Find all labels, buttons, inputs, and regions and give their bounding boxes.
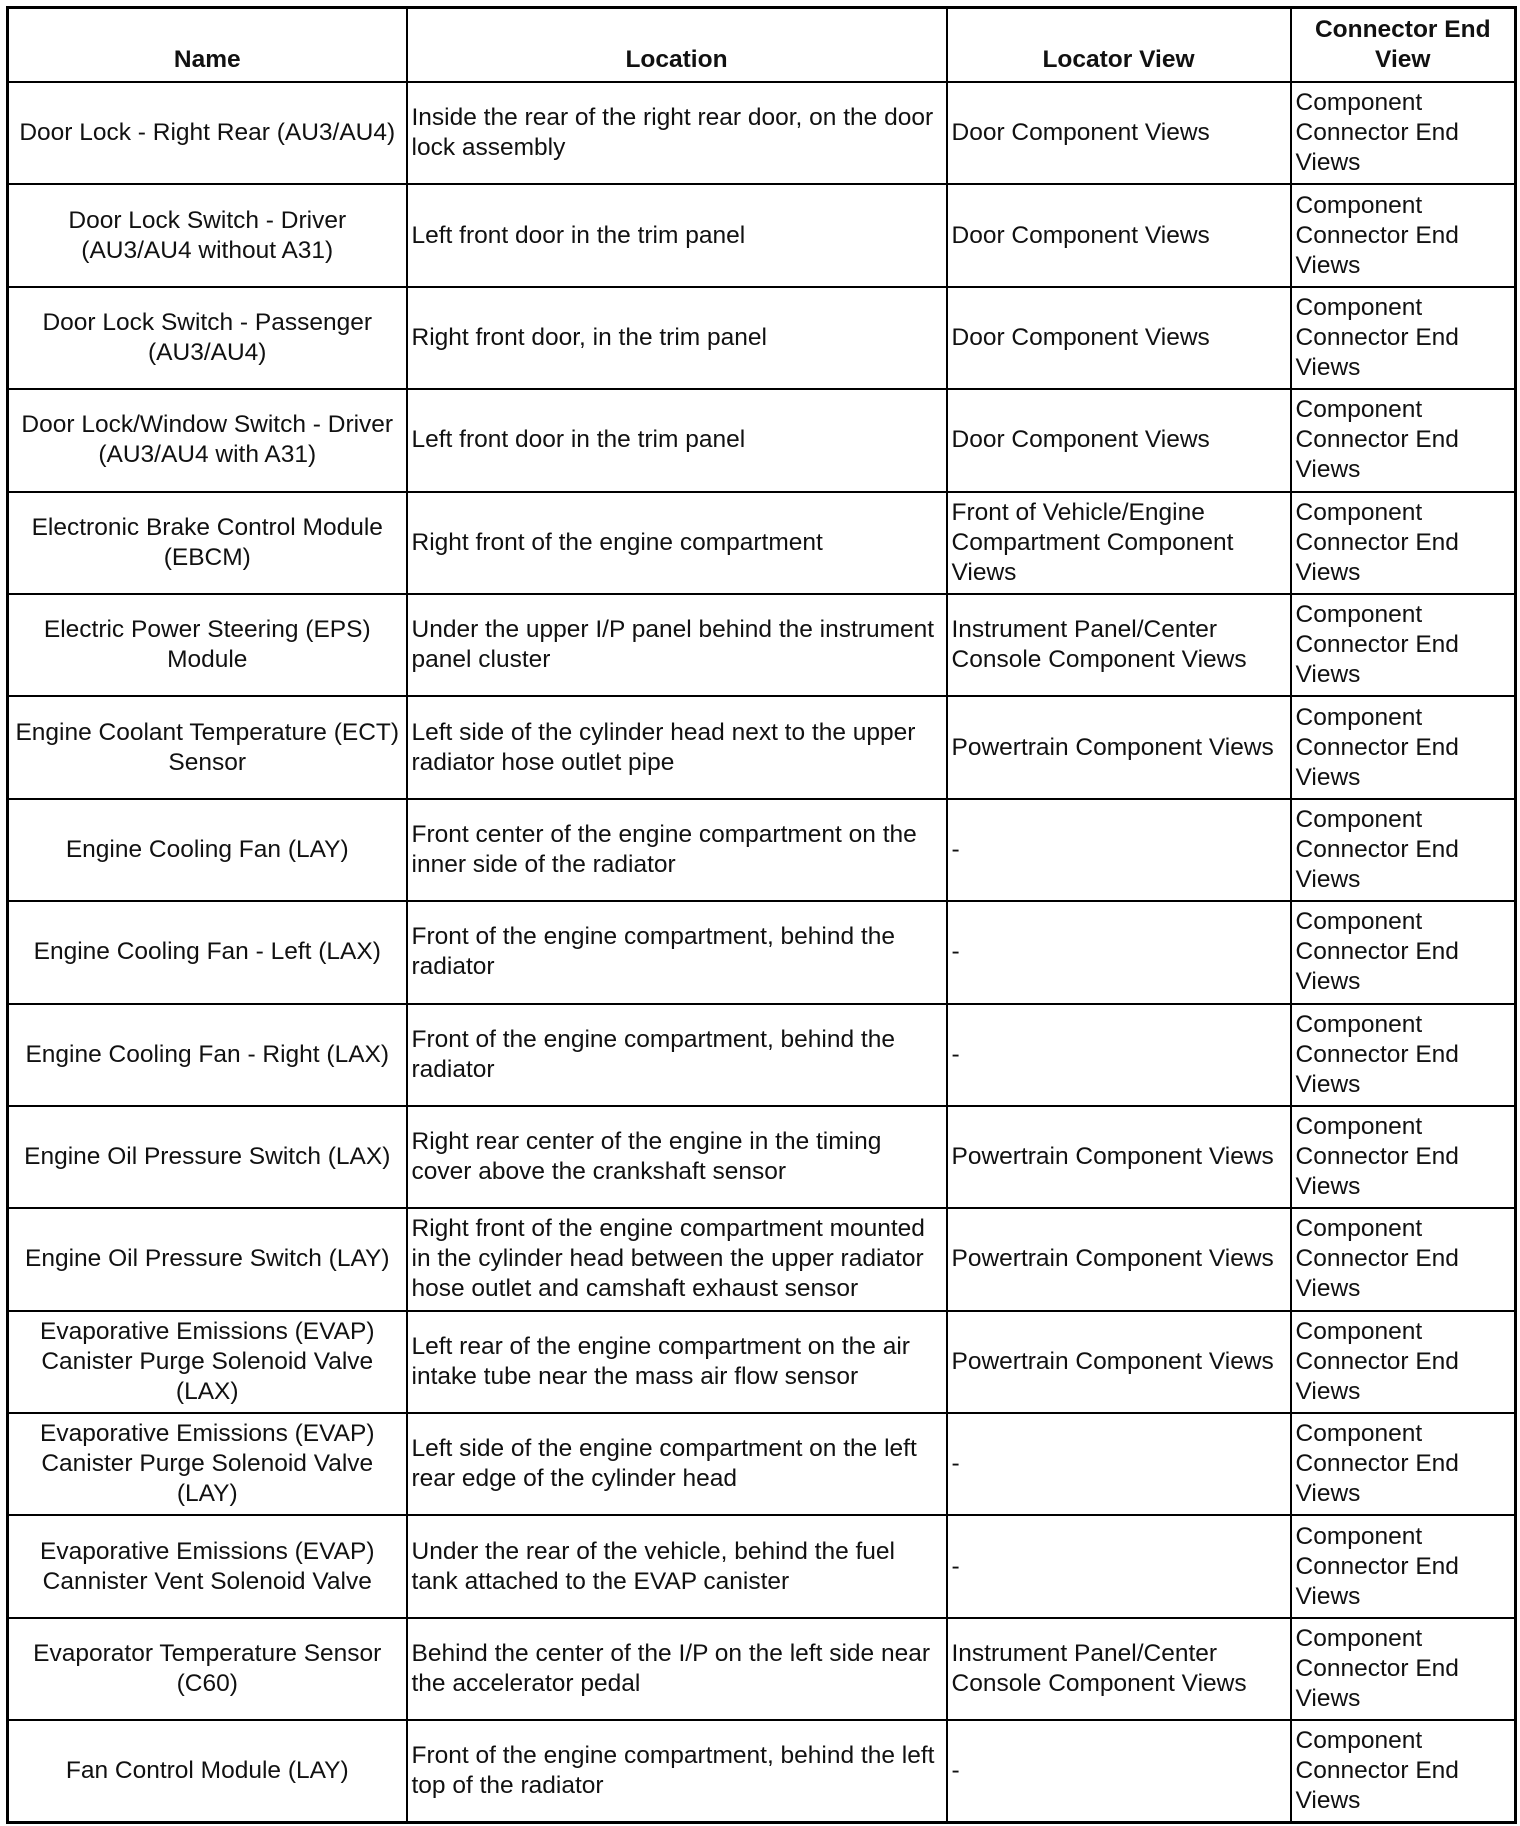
cell-name: Electronic Brake Control Module (EBCM) xyxy=(8,492,407,594)
table-row xyxy=(8,1413,1516,1515)
cell-name: Door Lock Switch - Passenger (AU3/AU4) xyxy=(8,287,407,389)
table-row xyxy=(8,492,1516,594)
cell-connector-end-view: Component Connector End Views xyxy=(1291,184,1516,286)
table-row xyxy=(8,696,1516,798)
cell-location: Behind the center of the I/P on the left side near the accelerator pedal xyxy=(407,1618,947,1720)
cell-connector-end-view: Component Connector End Views xyxy=(1291,696,1516,798)
cell-location: Right rear center of the engine in the timing cover above the crankshaft sensor xyxy=(407,1106,947,1208)
cell-locator-view: - xyxy=(947,799,1291,901)
cell-location: Left front door in the trim panel xyxy=(407,389,947,491)
table-row xyxy=(8,287,1516,389)
cell-locator-view: Door Component Views xyxy=(947,82,1291,184)
table-row xyxy=(8,1106,1516,1208)
cell-location: Front of the engine compartment, behind the radiator xyxy=(407,901,947,1003)
table-row xyxy=(8,1208,1516,1310)
cell-name: Door Lock Switch - Driver (AU3/AU4 without A31) xyxy=(8,184,407,286)
table-row xyxy=(8,1004,1516,1106)
cell-locator-view: - xyxy=(947,901,1291,1003)
cell-location: Under the upper I/P panel behind the instrument panel cluster xyxy=(407,594,947,696)
cell-location: Front of the engine compartment, behind the radiator xyxy=(407,1004,947,1106)
cell-connector-end-view: Component Connector End Views xyxy=(1291,287,1516,389)
cell-location: Right front door, in the trim panel xyxy=(407,287,947,389)
cell-locator-view: - xyxy=(947,1515,1291,1617)
cell-locator-view: - xyxy=(947,1720,1291,1822)
cell-connector-end-view: Component Connector End Views xyxy=(1291,1618,1516,1720)
cell-locator-view: Door Component Views xyxy=(947,287,1291,389)
cell-location: Right front of the engine compartment xyxy=(407,492,947,594)
table-row xyxy=(8,1515,1516,1617)
cell-location: Right front of the engine compartment mounted in the cylinder head between the upper radiator hose outlet and camshaft exhaust sensor xyxy=(407,1208,947,1310)
cell-name: Engine Oil Pressure Switch (LAX) xyxy=(8,1106,407,1208)
cell-connector-end-view: Component Connector End Views xyxy=(1291,1208,1516,1310)
cell-connector-end-view: Component Connector End Views xyxy=(1291,1004,1516,1106)
table-row xyxy=(8,82,1516,184)
cell-connector-end-view: Component Connector End Views xyxy=(1291,799,1516,901)
cell-locator-view: Powertrain Component Views xyxy=(947,1311,1291,1413)
cell-name: Engine Coolant Temperature (ECT) Sensor xyxy=(8,696,407,798)
table-row xyxy=(8,901,1516,1003)
cell-location: Front of the engine compartment, behind the left top of the radiator xyxy=(407,1720,947,1822)
cell-connector-end-view: Component Connector End Views xyxy=(1291,1413,1516,1515)
cell-name: Evaporative Emissions (EVAP) Canister Purge Solenoid Valve (LAY) xyxy=(8,1413,407,1515)
cell-name: Electric Power Steering (EPS) Module xyxy=(8,594,407,696)
table-body xyxy=(8,82,1516,1823)
cell-connector-end-view: Component Connector End Views xyxy=(1291,1311,1516,1413)
cell-location: Left side of the engine compartment on the left rear edge of the cylinder head xyxy=(407,1413,947,1515)
cell-connector-end-view: Component Connector End Views xyxy=(1291,389,1516,491)
header-connector-end-view: Connector End View xyxy=(1291,8,1516,83)
header-name: Name xyxy=(8,8,407,83)
cell-name: Engine Cooling Fan - Left (LAX) xyxy=(8,901,407,1003)
header-location: Location xyxy=(407,8,947,83)
cell-connector-end-view: Component Connector End Views xyxy=(1291,492,1516,594)
table-row xyxy=(8,184,1516,286)
cell-name: Engine Cooling Fan (LAY) xyxy=(8,799,407,901)
cell-location: Left front door in the trim panel xyxy=(407,184,947,286)
cell-locator-view: Powertrain Component Views xyxy=(947,1106,1291,1208)
cell-locator-view: Door Component Views xyxy=(947,184,1291,286)
cell-locator-view: - xyxy=(947,1004,1291,1106)
cell-location: Front center of the engine compartment on the inner side of the radiator xyxy=(407,799,947,901)
cell-name: Evaporative Emissions (EVAP) Canister Purge Solenoid Valve (LAX) xyxy=(8,1311,407,1413)
cell-name: Engine Cooling Fan - Right (LAX) xyxy=(8,1004,407,1106)
cell-locator-view: Powertrain Component Views xyxy=(947,696,1291,798)
cell-location: Inside the rear of the right rear door, on the door lock assembly xyxy=(407,82,947,184)
cell-name: Door Lock/Window Switch - Driver (AU3/AU4 with A31) xyxy=(8,389,407,491)
table-row xyxy=(8,1720,1516,1822)
cell-name: Evaporator Temperature Sensor (C60) xyxy=(8,1618,407,1720)
cell-locator-view: Door Component Views xyxy=(947,389,1291,491)
table-row xyxy=(8,1618,1516,1720)
header-locator-view: Locator View xyxy=(947,8,1291,83)
cell-location: Left side of the cylinder head next to the upper radiator hose outlet pipe xyxy=(407,696,947,798)
cell-connector-end-view: Component Connector End Views xyxy=(1291,901,1516,1003)
cell-location: Left rear of the engine compartment on the air intake tube near the mass air flow sensor xyxy=(407,1311,947,1413)
cell-connector-end-view: Component Connector End Views xyxy=(1291,1515,1516,1617)
header-row xyxy=(8,8,1516,83)
table-row xyxy=(8,1311,1516,1413)
cell-name: Evaporative Emissions (EVAP) Cannister Vent Solenoid Valve xyxy=(8,1515,407,1617)
table-row xyxy=(8,389,1516,491)
cell-locator-view: Instrument Panel/Center Console Component Views xyxy=(947,1618,1291,1720)
component-locator-table xyxy=(6,6,1517,1824)
table-row xyxy=(8,799,1516,901)
cell-location: Under the rear of the vehicle, behind the fuel tank attached to the EVAP canister xyxy=(407,1515,947,1617)
cell-locator-view: Powertrain Component Views xyxy=(947,1208,1291,1310)
cell-locator-view: Front of Vehicle/Engine Compartment Component Views xyxy=(947,492,1291,594)
cell-connector-end-view: Component Connector End Views xyxy=(1291,1720,1516,1822)
cell-connector-end-view: Component Connector End Views xyxy=(1291,1106,1516,1208)
cell-name: Fan Control Module (LAY) xyxy=(8,1720,407,1822)
table-row xyxy=(8,594,1516,696)
cell-locator-view: - xyxy=(947,1413,1291,1515)
cell-connector-end-view: Component Connector End Views xyxy=(1291,82,1516,184)
cell-name: Door Lock - Right Rear (AU3/AU4) xyxy=(8,82,407,184)
cell-connector-end-view: Component Connector End Views xyxy=(1291,594,1516,696)
cell-locator-view: Instrument Panel/Center Console Component Views xyxy=(947,594,1291,696)
cell-name: Engine Oil Pressure Switch (LAY) xyxy=(8,1208,407,1310)
